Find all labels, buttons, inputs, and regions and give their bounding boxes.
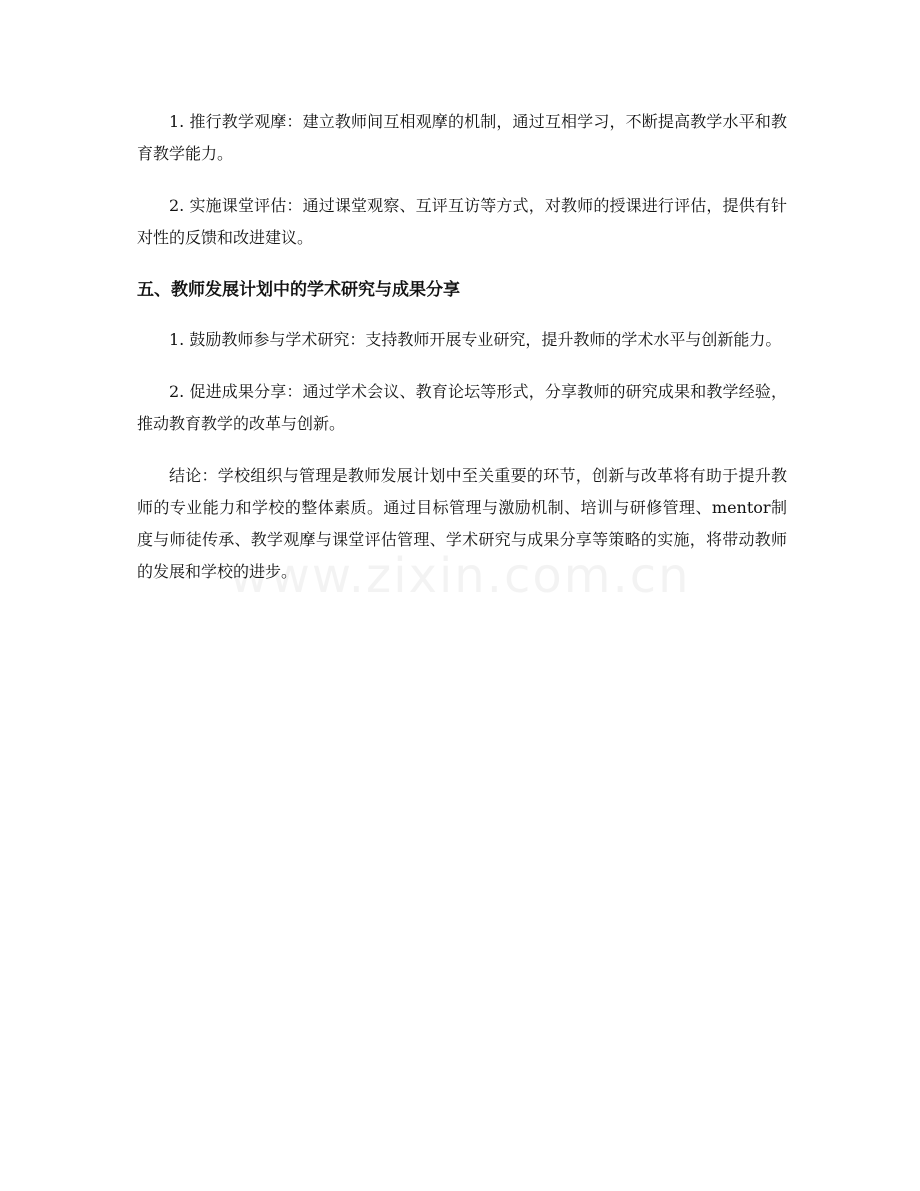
paragraph-encourage-research: 1. 鼓励教师参与学术研究：支持教师开展专业研究，提升教师的学术水平与创新能力。 [169,330,782,349]
paragraph-conclusion: 结论：学校组织与管理是教师发展计划中至关重要的环节，创新与改革将有助于提升教师的专业能力和学校的整体素质。通过目标管理与激励机制、培训与研修管理、mentor制度与师徒传承、教学观摩与课堂评估管理、学术研究与成果分享等策略的实施，将带动教师的发展和学校的进步。 [137,466,787,581]
paragraph-promote-sharing: 2. 促进成果分享：通过学术会议、教育论坛等形式，分享教师的研究成果和教学经验，推动教育教学的改革与创新。 [137,382,787,433]
section-heading-academic-research: 五、教师发展计划中的学术研究与成果分享 [137,280,460,300]
paragraph-teaching-observation: 1. 推行教学观摩：建立教师间互相观摩的机制，通过互相学习，不断提高教学水平和教育教学能力。 [137,112,787,163]
document-body [137,106,787,608]
paragraph-classroom-evaluation: 2. 实施课堂评估：通过课堂观察、互评互访等方式，对教师的授课进行评估，提供有针对性的反馈和改进建议。 [137,196,787,247]
